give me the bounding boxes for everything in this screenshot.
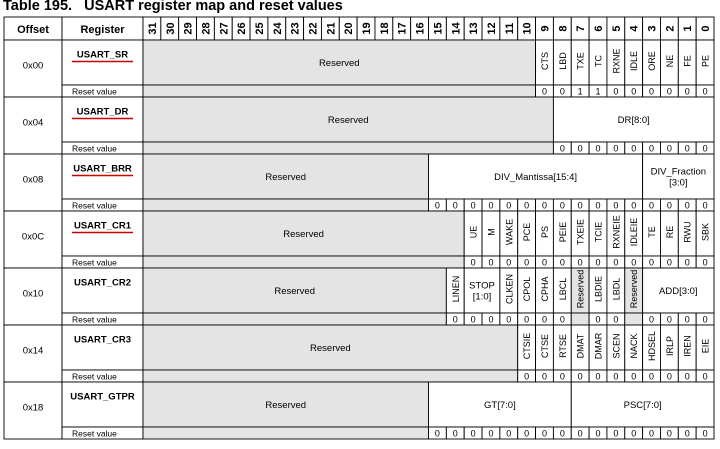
field-iren: IREN bbox=[682, 335, 693, 357]
field-idleie: IDLEIE bbox=[629, 217, 640, 247]
field-lbd: LBD bbox=[557, 52, 568, 70]
field-hdsel: HDSEL bbox=[647, 330, 658, 362]
reset-bit-6: 0 bbox=[595, 314, 601, 325]
reset-bit-10: 0 bbox=[524, 314, 530, 325]
offset-0x00: 0x00 bbox=[22, 60, 44, 72]
field-pce: PCE bbox=[522, 222, 533, 242]
reset-bit-5: 0 bbox=[613, 371, 619, 382]
reset-bit-1: 0 bbox=[684, 200, 690, 211]
reset-cell bbox=[143, 370, 518, 382]
field-re: RE bbox=[664, 225, 675, 239]
reset-bit-12: 0 bbox=[488, 428, 494, 439]
field-cpha: CPHA bbox=[539, 276, 550, 302]
bit-number-0: 0 bbox=[700, 25, 713, 32]
reset-bit-0: 0 bbox=[702, 143, 708, 154]
bit-number-31: 31 bbox=[146, 22, 159, 35]
field-cts: CTS bbox=[539, 52, 550, 70]
field-lbdl: LBDL bbox=[611, 277, 622, 301]
reset-bit-11: 0 bbox=[506, 314, 512, 325]
reset-bit-4: 0 bbox=[631, 428, 637, 439]
reset-bit-0: 0 bbox=[702, 257, 708, 268]
reset-bit-1: 0 bbox=[684, 314, 690, 325]
reset-value-label: Reset value bbox=[72, 371, 117, 382]
field-div-mantissa-15-4: DIV_Mantissa[15:4] bbox=[494, 172, 578, 183]
field-tc: TC bbox=[593, 55, 604, 67]
reset-bit-6: 0 bbox=[595, 200, 601, 211]
register-name-cell bbox=[62, 40, 143, 85]
register-name-cell bbox=[62, 154, 143, 199]
field-reserved: Reserved bbox=[274, 286, 316, 297]
reset-bit-2: 0 bbox=[666, 314, 672, 325]
bit-number-1: 1 bbox=[682, 25, 695, 32]
reset-bit-7: 0 bbox=[577, 371, 583, 382]
field-te: TE bbox=[647, 226, 658, 238]
reset-bit-0: 0 bbox=[702, 428, 708, 439]
reset-bit-15: 0 bbox=[434, 200, 440, 211]
reset-bit-2: 0 bbox=[666, 257, 672, 268]
reset-bit-10: 0 bbox=[524, 257, 530, 268]
offset-0x08: 0x08 bbox=[22, 174, 44, 186]
reset-bit-8: 0 bbox=[559, 200, 565, 211]
reset-cell bbox=[143, 427, 429, 439]
register-name-usart-sr: USART_SR bbox=[76, 49, 129, 61]
reset-bit-10: 0 bbox=[524, 371, 530, 382]
reset-bit-8: 0 bbox=[559, 428, 565, 439]
field-ctse: CTSE bbox=[539, 333, 550, 359]
field-ore: ORE bbox=[647, 51, 658, 71]
field-lbcl: LBCL bbox=[557, 277, 568, 301]
bit-number-18: 18 bbox=[378, 22, 391, 35]
reset-bit-8: 0 bbox=[559, 143, 565, 154]
bit-number-7: 7 bbox=[575, 25, 588, 32]
field-rwu: RWU bbox=[682, 221, 693, 243]
reset-bit-13: 0 bbox=[470, 428, 476, 439]
bit-number-13: 13 bbox=[468, 22, 481, 35]
bit-number-16: 16 bbox=[414, 22, 427, 35]
header-offset: Offset bbox=[17, 24, 49, 36]
reset-bit-10: 0 bbox=[524, 428, 530, 439]
bit-number-9: 9 bbox=[539, 25, 552, 32]
reset-value-label: Reset value bbox=[72, 200, 117, 211]
reset-bit-9: 0 bbox=[541, 428, 547, 439]
reset-bit-6: 1 bbox=[595, 86, 601, 97]
field-reserved: Reserved bbox=[575, 269, 586, 309]
register-name-usart-cr1: USART_CR1 bbox=[73, 220, 132, 232]
field-ne: NE bbox=[664, 54, 675, 68]
field-idle: IDLE bbox=[629, 50, 640, 72]
reset-value-label: Reset value bbox=[72, 143, 117, 154]
field-linen: LINEN bbox=[450, 275, 461, 303]
field-m: M bbox=[486, 228, 497, 236]
reset-bit-7: 0 bbox=[577, 200, 583, 211]
reset-bit-12: 0 bbox=[488, 257, 494, 268]
reset-bit-15: 0 bbox=[434, 428, 440, 439]
reset-bit-11: 0 bbox=[506, 257, 512, 268]
field-dmar: DMAR bbox=[593, 332, 604, 360]
bit-number-27: 27 bbox=[218, 22, 231, 35]
field-add-3-0: ADD[3:0] bbox=[659, 286, 698, 297]
reset-bit-3: 0 bbox=[649, 143, 655, 154]
register-name-cell bbox=[62, 211, 143, 256]
register-name-usart-gtpr: USART_GTPR bbox=[70, 391, 135, 403]
field-ue: UE bbox=[468, 225, 479, 239]
reset-bit-14: 0 bbox=[452, 428, 458, 439]
field-scen: SCEN bbox=[611, 333, 622, 359]
field-wake: WAKE bbox=[504, 218, 515, 246]
reset-bit-8: 0 bbox=[559, 371, 565, 382]
reset-cell bbox=[143, 142, 553, 154]
register-name-usart-brr: USART_BRR bbox=[73, 163, 132, 175]
reset-bit-3: 0 bbox=[649, 200, 655, 211]
field-reserved: Reserved bbox=[310, 343, 351, 354]
reset-bit-9: 0 bbox=[541, 314, 547, 325]
reset-bit-0: 0 bbox=[702, 314, 708, 325]
reset-bit-0: 0 bbox=[702, 86, 708, 97]
bit-number-15: 15 bbox=[432, 22, 445, 35]
field-cpol: CPOL bbox=[522, 276, 533, 302]
reset-bit-1: 0 bbox=[684, 428, 690, 439]
reset-bit-5: 0 bbox=[613, 257, 619, 268]
reset-bit-13: 0 bbox=[470, 257, 476, 268]
reset-bit-5: 0 bbox=[613, 86, 619, 97]
reset-bit-2: 0 bbox=[666, 428, 672, 439]
reset-bit-4: 0 bbox=[631, 200, 637, 211]
reset-value-label: Reset value bbox=[72, 257, 117, 268]
bit-number-29: 29 bbox=[182, 22, 195, 35]
bit-number-2: 2 bbox=[664, 25, 677, 32]
reset-value-label: Reset value bbox=[72, 314, 117, 325]
reset-cell bbox=[143, 256, 464, 268]
reset-value-label: Reset value bbox=[72, 428, 117, 439]
reset-bit-3: 0 bbox=[649, 371, 655, 382]
bit-number-20: 20 bbox=[343, 22, 356, 35]
reset-bit-3: 0 bbox=[649, 86, 655, 97]
field-lbdie: LBDIE bbox=[593, 275, 604, 303]
reset-cell bbox=[143, 199, 429, 211]
reset-bit-11: 0 bbox=[506, 200, 512, 211]
bit-number-12: 12 bbox=[485, 22, 498, 35]
reset-bit-8: 0 bbox=[559, 257, 565, 268]
reset-bit-6: 0 bbox=[595, 143, 601, 154]
reset-bit-6: 0 bbox=[595, 428, 601, 439]
field-div-fraction-3-0-line-1: DIV_Fraction bbox=[650, 166, 707, 178]
reset-bit-2: 0 bbox=[666, 86, 672, 97]
field-gt-7-0: GT[7:0] bbox=[484, 400, 516, 411]
reset-bit-7: 0 bbox=[577, 143, 583, 154]
reset-bit-14: 0 bbox=[452, 314, 458, 325]
reset-bit-8: 0 bbox=[559, 314, 565, 325]
field-reserved: Reserved bbox=[629, 269, 640, 309]
field-sbk: SBK bbox=[700, 222, 711, 242]
register-name-cell bbox=[62, 268, 143, 313]
field-irlp: IRLP bbox=[664, 335, 675, 357]
field-div-fraction-3-0-line-2: [3:0] bbox=[669, 177, 688, 189]
reset-bit-2: 0 bbox=[666, 200, 672, 211]
reset-bit-6: 0 bbox=[595, 257, 601, 268]
field-stop-1-0-line-2: [1:0] bbox=[472, 291, 492, 303]
reset-bit-5: 0 bbox=[613, 428, 619, 439]
reset-bit-13: 0 bbox=[470, 200, 476, 211]
register-name-usart-dr: USART_DR bbox=[76, 106, 129, 118]
field-dr-8-0: DR[8:0] bbox=[617, 115, 650, 126]
reset-bit-5: 0 bbox=[613, 143, 619, 154]
bit-number-8: 8 bbox=[557, 25, 570, 32]
register-name-usart-cr3: USART_CR3 bbox=[73, 334, 132, 346]
reset-bit-12: 0 bbox=[488, 200, 494, 211]
reset-cell bbox=[143, 85, 536, 97]
reset-bit-6: 0 bbox=[595, 371, 601, 382]
reset-bit-5: 0 bbox=[613, 200, 619, 211]
field-ps: PS bbox=[539, 225, 550, 239]
table-caption: Table 195. USART register map and reset values bbox=[3, 0, 343, 14]
register-name-cell bbox=[62, 97, 143, 142]
reset-bit-12: 0 bbox=[488, 314, 494, 325]
field-reserved: Reserved bbox=[283, 229, 324, 240]
field-pe: PE bbox=[700, 54, 711, 68]
register-name-usart-cr2: USART_CR2 bbox=[73, 277, 132, 289]
reset-bit-4: 0 bbox=[631, 143, 637, 154]
bit-number-24: 24 bbox=[271, 22, 284, 35]
bit-number-6: 6 bbox=[593, 25, 606, 32]
reset-bit-4: 0 bbox=[631, 257, 637, 268]
reset-bit-1: 0 bbox=[684, 143, 690, 154]
bit-number-4: 4 bbox=[628, 25, 641, 32]
reset-bit-2: 0 bbox=[666, 371, 672, 382]
bit-number-19: 19 bbox=[361, 22, 374, 35]
header-register: Register bbox=[80, 24, 125, 36]
field-tcie: TCIE bbox=[593, 221, 604, 243]
reset-bit-0: 0 bbox=[702, 371, 708, 382]
reset-bit-1: 0 bbox=[684, 371, 690, 382]
bit-number-11: 11 bbox=[503, 22, 516, 35]
reset-bit-7: 0 bbox=[577, 428, 583, 439]
field-reserved: Reserved bbox=[265, 172, 307, 183]
reset-bit-9: 0 bbox=[541, 200, 547, 211]
reset-cell bbox=[571, 313, 589, 325]
bit-number-3: 3 bbox=[646, 25, 659, 32]
field-stop-1-0-line-1: STOP bbox=[469, 280, 495, 292]
field-txe: TXE bbox=[575, 52, 586, 70]
bit-number-26: 26 bbox=[236, 22, 249, 35]
bit-number-5: 5 bbox=[610, 25, 623, 32]
field-clken: CLKEN bbox=[504, 273, 515, 305]
offset-0x04: 0x04 bbox=[22, 117, 44, 129]
field-fe: FE bbox=[682, 55, 693, 67]
bit-number-22: 22 bbox=[307, 22, 320, 35]
bit-number-21: 21 bbox=[325, 22, 338, 35]
reset-bit-7: 0 bbox=[577, 257, 583, 268]
reset-bit-14: 0 bbox=[452, 200, 458, 211]
reset-bit-2: 0 bbox=[666, 143, 672, 154]
offset-0x0c: 0x0C bbox=[21, 231, 45, 243]
offset-0x10: 0x10 bbox=[22, 288, 44, 300]
field-psc-7-0: PSC[7:0] bbox=[623, 400, 662, 411]
bit-number-25: 25 bbox=[253, 22, 266, 35]
reset-bit-3: 0 bbox=[649, 314, 655, 325]
field-eie: EIE bbox=[700, 338, 711, 354]
reset-cell bbox=[143, 313, 446, 325]
bit-number-17: 17 bbox=[396, 22, 409, 35]
reset-bit-9: 0 bbox=[541, 257, 547, 268]
reset-cell bbox=[625, 313, 643, 325]
reset-bit-1: 0 bbox=[684, 257, 690, 268]
reset-bit-9: 0 bbox=[541, 371, 547, 382]
field-txeie: TXEIE bbox=[575, 218, 586, 246]
reset-bit-9: 0 bbox=[541, 86, 547, 97]
field-ctsie: CTSIE bbox=[522, 332, 533, 360]
reset-bit-5: 0 bbox=[613, 314, 619, 325]
reset-bit-4: 0 bbox=[631, 86, 637, 97]
offset-0x14: 0x14 bbox=[22, 345, 44, 357]
offset-0x18: 0x18 bbox=[22, 402, 44, 414]
field-reserved: Reserved bbox=[318, 58, 360, 69]
reset-bit-8: 0 bbox=[559, 86, 565, 97]
field-rxne: RXNE bbox=[611, 48, 622, 74]
bit-number-23: 23 bbox=[289, 22, 302, 35]
field-rtse: RTSE bbox=[557, 334, 568, 358]
bit-number-10: 10 bbox=[521, 22, 534, 35]
bit-number-30: 30 bbox=[164, 22, 177, 35]
field-reserved: Reserved bbox=[327, 115, 369, 126]
bit-number-28: 28 bbox=[200, 22, 213, 35]
register-name-cell bbox=[62, 325, 143, 370]
field-nack: NACK bbox=[629, 333, 640, 359]
reset-bit-0: 0 bbox=[702, 200, 708, 211]
reset-bit-13: 0 bbox=[470, 314, 476, 325]
register-name-cell bbox=[62, 382, 143, 427]
reset-bit-3: 0 bbox=[649, 257, 655, 268]
field-peie: PEIE bbox=[557, 221, 568, 243]
reset-bit-4: 0 bbox=[631, 371, 637, 382]
reset-bit-3: 0 bbox=[649, 428, 655, 439]
field-rxneie: RXNEIE bbox=[611, 215, 622, 249]
reset-bit-7: 1 bbox=[577, 86, 583, 97]
field-reserved: Reserved bbox=[265, 400, 307, 411]
reset-bit-10: 0 bbox=[524, 200, 530, 211]
bit-number-14: 14 bbox=[450, 22, 463, 35]
field-dmat: DMAT bbox=[575, 333, 586, 359]
reset-bit-11: 0 bbox=[506, 428, 512, 439]
reset-value-label: Reset value bbox=[72, 86, 117, 97]
reset-bit-1: 0 bbox=[684, 86, 690, 97]
